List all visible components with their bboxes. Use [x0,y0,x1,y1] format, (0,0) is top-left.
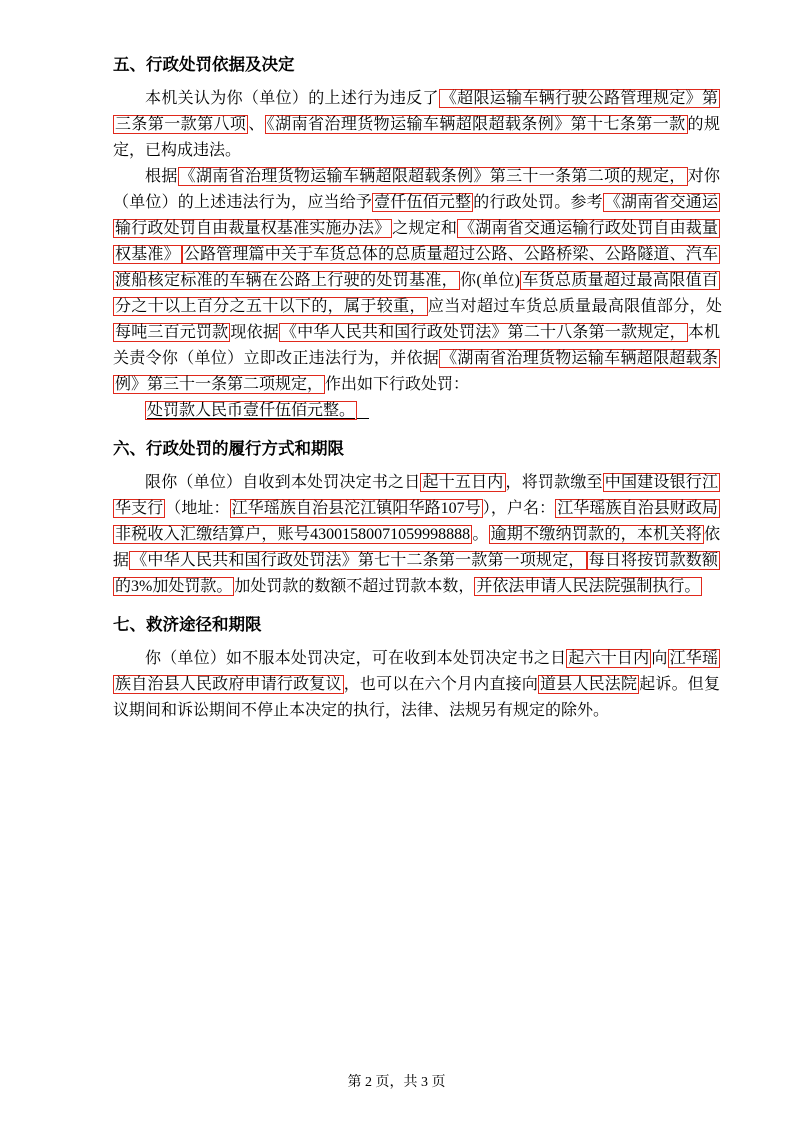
annotation-boxed-text: 起六十日内 [568,650,650,667]
text-segment: 。 [472,526,489,543]
annotation-boxed-text: 《湖南省交通运输行政处罚自由裁量权基准实施办法》 [115,194,718,237]
annotation-boxed-text: 并依法申请人民法院强制执行。 [476,578,701,595]
annotation-boxed-text: 处罚款人民币壹仟伍佰元整。 [147,402,356,419]
text-segment: 向 [651,650,668,667]
paragraph-appeal-rights [113,646,720,724]
text-segment: 本机关责令你（单位）立即改正违法行为，并依据 [113,324,720,367]
text-segment: （地址： [165,500,230,517]
annotation-boxed-text: 《湖南省治理货物运输车辆超限超载条例》第三十一条第二项的规定， [179,168,686,185]
section-penalty-basis-and-decision [113,52,720,424]
annotation-boxed-text: 江华瑶族自治县财政局非税收入汇缴结算户，账号43001580071059998888 [115,500,718,543]
text-segment: ，也可以在六个月内直接向 [343,676,539,693]
document-content [113,52,720,724]
text-segment: 的规定，已构成违法。 [113,116,720,159]
text-segment: 起诉。但复议期间和诉讼期间不停止本决定的执行，法律、法规另有规定的除外。 [113,676,720,719]
section-7-heading: 七、救济途径和期限 [113,615,262,634]
annotation-boxed-text: 壹仟伍佰元整 [374,194,472,211]
annotation-boxed-text: 车货总质量超过最高限值百分之十以上百分之五十以下的，属于较重， [115,272,718,315]
annotation-boxed-text: 江华瑶族自治县沱江镇阳华路107号 [231,500,481,517]
annotation-boxed-text: 《湖南省治理货物运输车辆超限超载条例》第三十一条第二项规定， [115,350,718,393]
paragraph-penalty-basis [113,164,720,398]
text-segment: 的行政处罚。参考 [473,194,603,211]
text-segment: 之规定和 [392,220,458,237]
text-segment: ，将罚款缴至 [505,474,603,491]
paragraph-payment-instructions [113,470,720,600]
section-6-heading: 六、行政处罚的履行方式和期限 [113,439,344,458]
text-segment: 加处罚款的数额不超过罚款本数， [234,578,475,595]
text-segment: 现依据 [230,324,279,341]
annotation-boxed-text: 每日将按罚款数额的3%加处罚款。 [115,552,718,595]
penalty-amount-line [113,398,720,424]
text-segment [357,402,369,419]
text-segment: 限你（单位）自收到本处罚决定书之日 [145,474,421,491]
text-segment: 、 [248,116,265,133]
section-5-heading: 五、行政处罚依据及决定 [113,55,295,74]
text-segment: 依据 [113,526,720,569]
text-segment: 你（单位）如不服本处罚决定，可在收到本处罚决定书之日 [145,650,567,667]
annotation-boxed-text: 《湖南省治理货物运输车辆超限超载条例》第十七条第一款 [266,116,686,133]
annotation-boxed-text: 江华瑶族自治县人民政府申请行政复议 [115,650,718,693]
annotation-boxed-text: 《超限运输车辆行驶公路管理规定》第三条第一款第八项 [115,90,718,133]
annotation-boxed-text: 公路管理篇中关于车货总体的总质量超过公路、公路桥梁、公路隧道、汽车渡船核定标准的车辆在公路上行驶的处罚基准， [115,246,718,289]
section-payment-method-and-deadline [113,436,720,600]
annotation-boxed-text: 道县人民法院 [540,676,638,693]
text-segment: 对你（单位）的上述违法行为，应当给予 [113,168,720,211]
page-number: 第 2 页，共 3 页 [347,1075,446,1090]
text-segment: 本机关认为你（单位）的上述行为违反了 [145,90,439,107]
text-segment: 应当对超过车货总质量最高限值部分，处 [427,298,722,315]
paragraph-violation-statement [113,86,720,164]
annotation-boxed-text: 《中华人民共和国行政处罚法》第七十二条第一款第一项规定， [131,552,585,569]
annotation-boxed-text: 《湖南省交通运输行政处罚自由裁量权基准》 [115,220,718,263]
text-segment: ），户名： [482,500,556,517]
annotation-boxed-text: 《中华人民共和国行政处罚法》第二十八条第一款规定， [280,324,686,341]
annotation-boxed-text: 逾期不缴纳罚款的，本机关将 [490,526,702,543]
text-segment: 根据 [145,168,178,185]
annotation-boxed-text: 每吨三百元罚款 [115,324,229,341]
annotation-boxed-text: 起十五日内 [422,474,504,491]
text-segment: 作出如下行政处罚： [325,376,470,393]
annotation-boxed-text: 中国建设银行江华支行 [115,474,718,517]
section-remedies-and-deadline [113,612,720,724]
text-segment: 你(单位) [459,272,520,289]
